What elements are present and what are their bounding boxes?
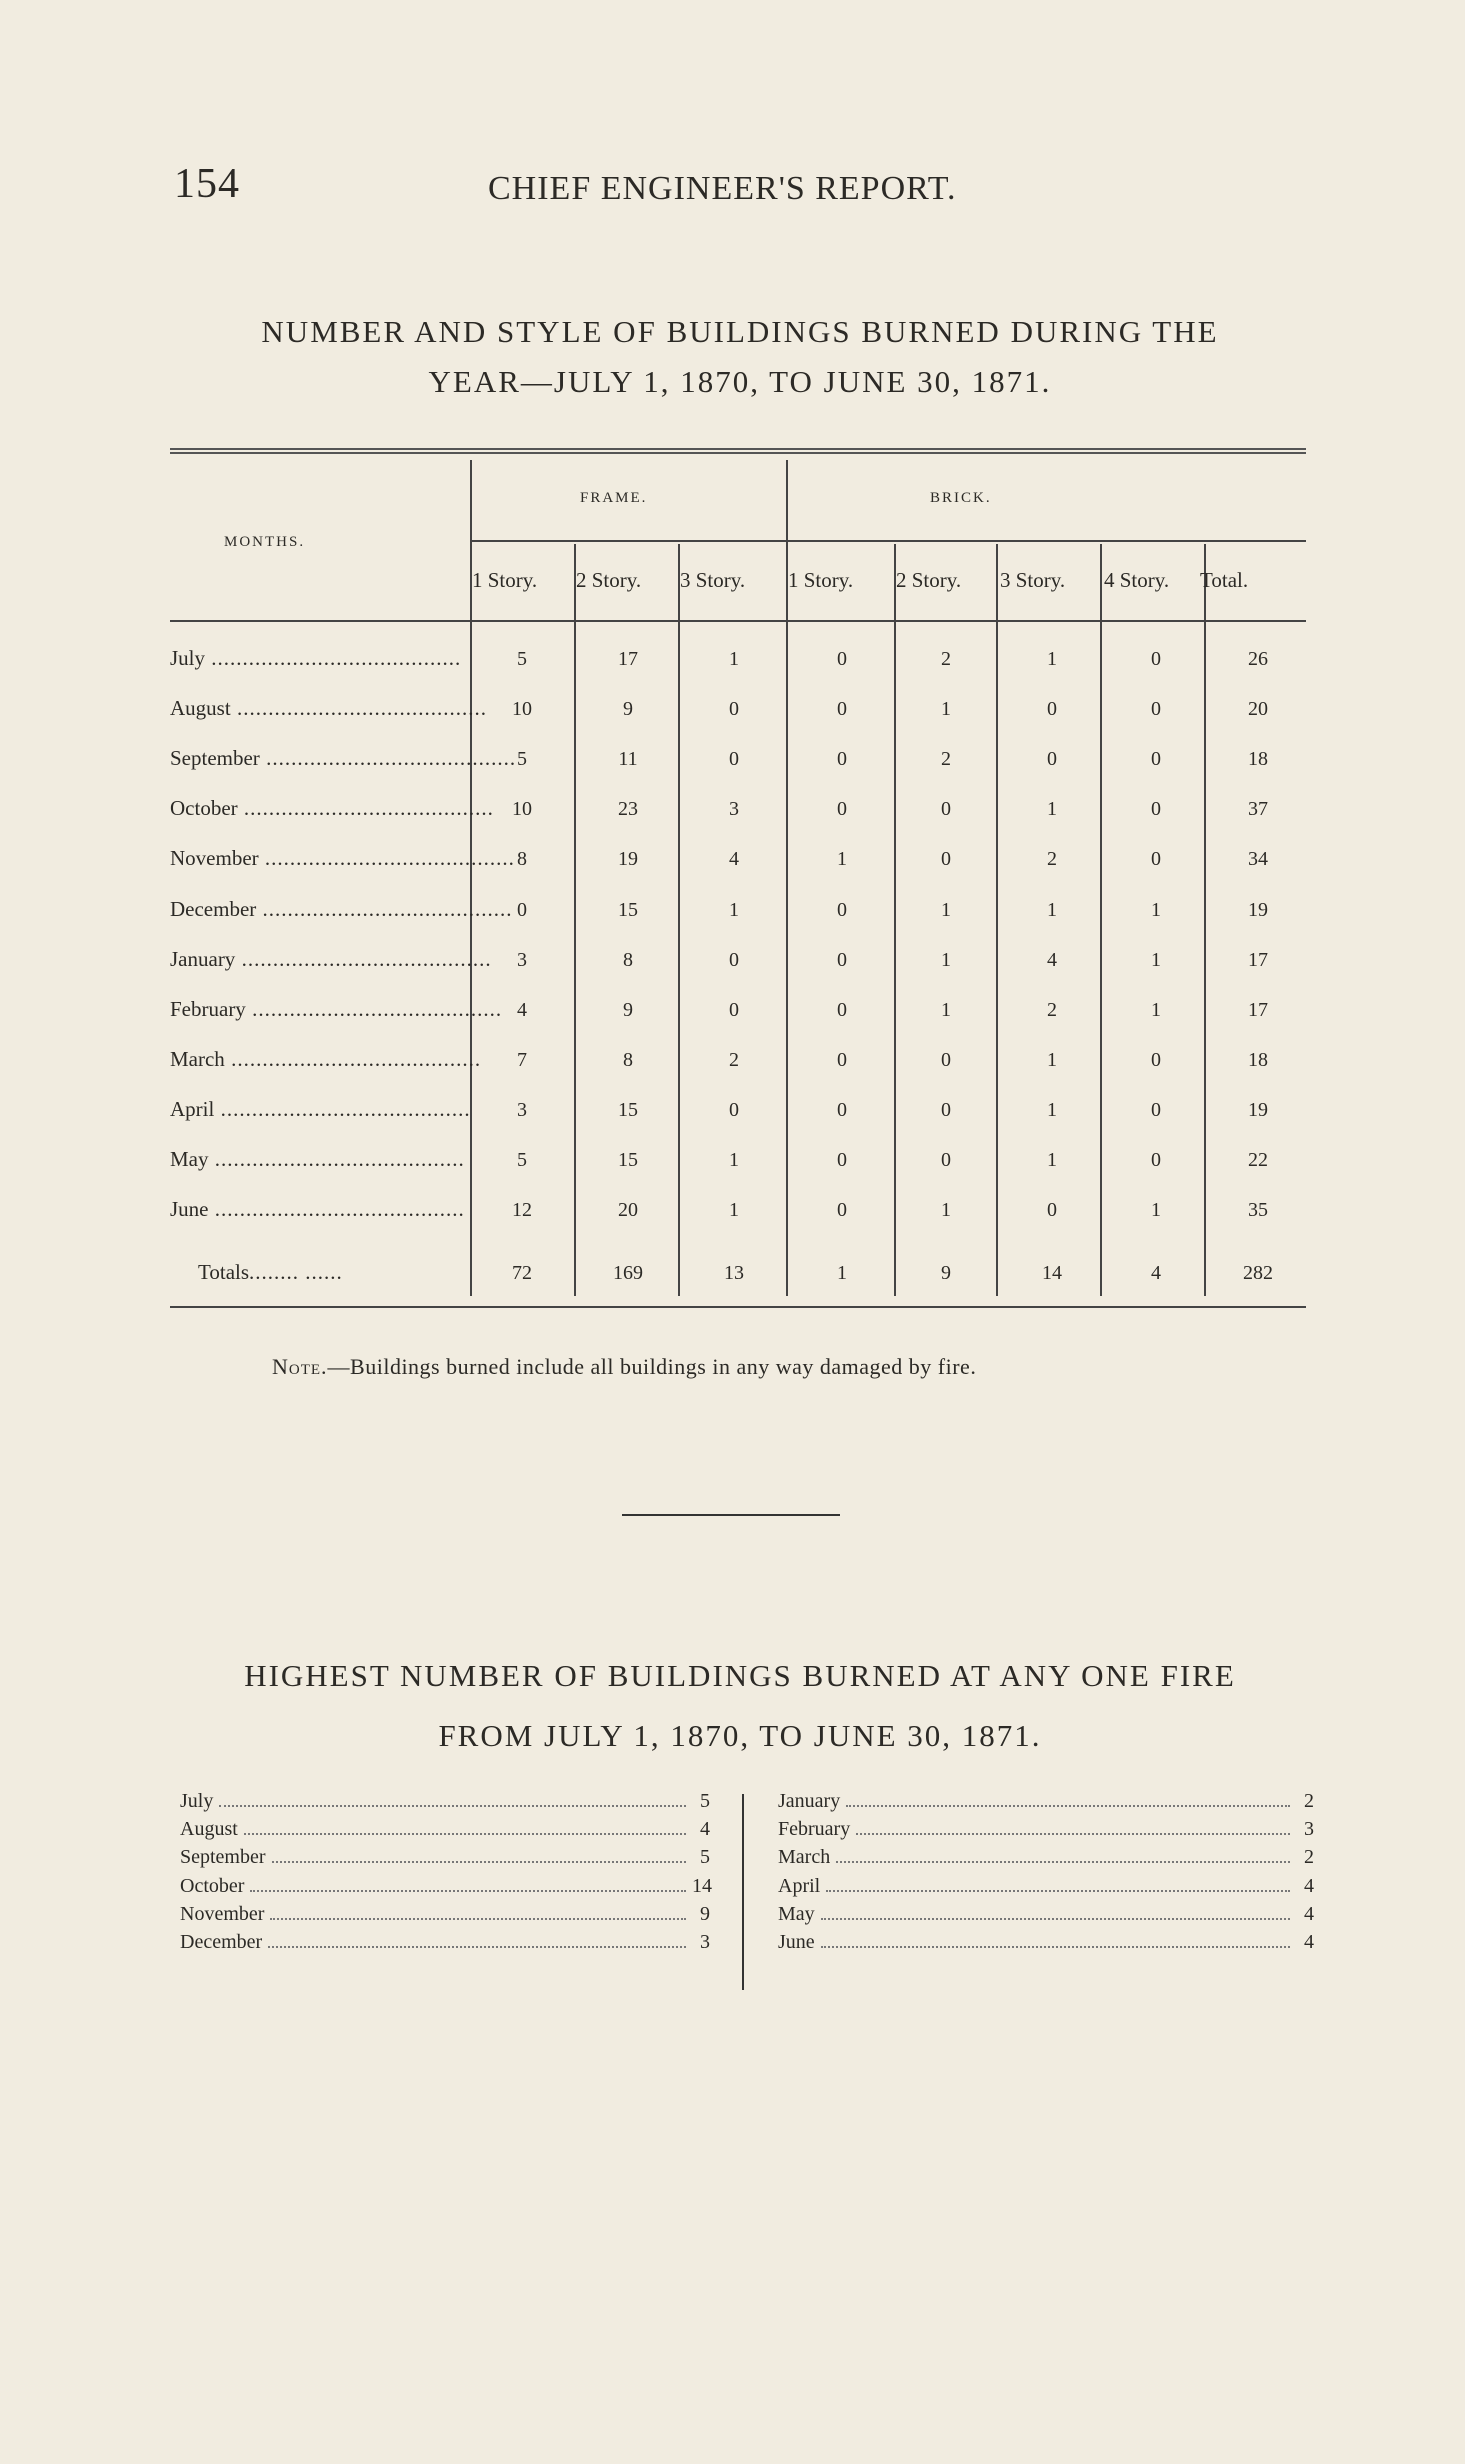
- list-item: [778, 1846, 1314, 1874]
- month-label: September ........................................: [170, 746, 517, 770]
- list-month: June: [778, 1930, 815, 1953]
- table-cell: 12: [512, 1199, 532, 1221]
- table-cell: 20: [618, 1199, 638, 1221]
- highest-fire-list-left: [180, 1790, 710, 1959]
- total-cell: 13: [724, 1262, 744, 1284]
- table-cell: 8: [517, 848, 527, 870]
- table-cell: 19: [618, 848, 638, 870]
- list-month: August: [180, 1818, 238, 1841]
- table-cell: 10: [512, 698, 532, 720]
- column-header: 4 Story.: [1104, 568, 1170, 592]
- header-rule: [170, 1306, 1306, 1308]
- table-cell: 0: [837, 899, 847, 921]
- table-cell: 26: [1248, 648, 1268, 670]
- list-value: 5: [700, 1790, 710, 1812]
- table-cell: 1: [941, 1199, 951, 1221]
- table-cell: 0: [837, 748, 847, 770]
- column-header: 1 Story.: [788, 568, 854, 592]
- table-cell: 3: [517, 1099, 527, 1121]
- list-item: [180, 1931, 710, 1959]
- dot-leader: [270, 1918, 686, 1920]
- note-prefix: Note.: [272, 1354, 328, 1379]
- list-value: 4: [700, 1818, 710, 1841]
- table-cell: 1: [1151, 999, 1161, 1021]
- table-cell: 0: [837, 1149, 847, 1171]
- list-month: January: [778, 1790, 841, 1812]
- table-cell: 35: [1248, 1199, 1268, 1221]
- list-item: [180, 1790, 710, 1818]
- list-item: [778, 1875, 1314, 1903]
- dot-leader: [836, 1861, 1290, 1863]
- table-cell: 0: [1151, 648, 1161, 670]
- table-cell: 0: [1151, 698, 1161, 720]
- column-rule: [1204, 544, 1206, 1296]
- months-header: MONTHS.: [224, 534, 306, 550]
- column-header: Total.: [1200, 568, 1249, 592]
- fire-list-separator: [742, 1794, 744, 1990]
- total-cell: 14: [1042, 1262, 1062, 1284]
- table-cell: 0: [837, 1199, 847, 1221]
- list-month: July: [180, 1790, 214, 1812]
- list-month: December: [180, 1930, 263, 1953]
- table-cell: 0: [729, 1099, 739, 1121]
- month-label: December ........................................: [170, 897, 513, 921]
- table-cell: 1: [941, 698, 951, 720]
- table-cell: 0: [1151, 1049, 1161, 1071]
- list-value: 14: [692, 1874, 712, 1897]
- table-cell: 0: [941, 1049, 951, 1071]
- month-label: May ........................................: [170, 1147, 465, 1171]
- table-cell: 0: [837, 1049, 847, 1071]
- list-item: [180, 1818, 710, 1846]
- list-value: 4: [1304, 1874, 1314, 1897]
- table-cell: 0: [729, 949, 739, 971]
- table-cell: 1: [1047, 1099, 1057, 1121]
- table-cell: 0: [1047, 748, 1057, 770]
- list-value: 4: [1304, 1930, 1314, 1953]
- table-cell: 0: [837, 648, 847, 670]
- table-cell: 0: [1151, 1149, 1161, 1171]
- month-label: February ........................................: [170, 997, 503, 1021]
- buildings-burned-table: [170, 448, 1306, 1306]
- table-cell: 34: [1248, 848, 1268, 870]
- list-value: 2: [1304, 1790, 1314, 1812]
- list-value: 2: [1304, 1846, 1314, 1869]
- table-cell: 4: [517, 999, 527, 1021]
- table-cell: 2: [1047, 999, 1057, 1021]
- table-cell: 1: [1151, 949, 1161, 971]
- table-cell: 3: [517, 949, 527, 971]
- list-value: 4: [1304, 1902, 1314, 1925]
- list-month: September: [180, 1846, 266, 1869]
- month-label: July ........................................: [170, 646, 462, 670]
- table-cell: 0: [941, 848, 951, 870]
- table-cell: 1: [941, 949, 951, 971]
- table1-title-line2: YEAR—JULY 1, 1870, TO JUNE 30, 1871.: [428, 364, 1052, 399]
- table-cell: 5: [517, 748, 527, 770]
- table-cell: 23: [618, 798, 638, 820]
- table-cell: 15: [618, 899, 638, 921]
- table-cell: 0: [1047, 698, 1057, 720]
- table-cell: 1: [1151, 899, 1161, 921]
- table-cell: 2: [729, 1049, 739, 1071]
- table-cell: 5: [517, 648, 527, 670]
- table-cell: 1: [1151, 1199, 1161, 1221]
- table-cell: 1: [729, 899, 739, 921]
- table-cell: 17: [1248, 999, 1268, 1021]
- table-cell: 2: [1047, 848, 1057, 870]
- table-cell: 22: [1248, 1149, 1268, 1171]
- table-cell: 0: [517, 899, 527, 921]
- list-value: 9: [700, 1902, 710, 1925]
- table-cell: 9: [623, 999, 633, 1021]
- table-cell: 17: [618, 648, 638, 670]
- frame-header: FRAME.: [580, 490, 648, 506]
- month-label: January ........................................: [170, 947, 492, 971]
- month-label: November ........................................: [170, 846, 515, 870]
- table-cell: 0: [1151, 748, 1161, 770]
- table-cell: 17: [1248, 949, 1268, 971]
- dot-leader: [826, 1890, 1290, 1892]
- column-header: 1 Story.: [472, 568, 538, 592]
- table-note: [272, 1354, 976, 1380]
- dot-leader: [856, 1833, 1290, 1835]
- header-rule: [470, 620, 1306, 622]
- table-cell: 11: [618, 748, 638, 770]
- column-rule: [996, 544, 998, 1296]
- table-cell: 1: [729, 1199, 739, 1221]
- dot-leader: [244, 1833, 686, 1835]
- list-month: May: [778, 1902, 815, 1925]
- highest-fire-list-right: [778, 1790, 1314, 1959]
- table-cell: 4: [1047, 949, 1057, 971]
- list-month: April: [778, 1874, 821, 1897]
- table-cell: 9: [623, 698, 633, 720]
- dot-leader: [268, 1946, 686, 1948]
- table-cell: 0: [1151, 1099, 1161, 1121]
- top-rule: [170, 448, 1306, 450]
- table-cell: 19: [1248, 899, 1268, 921]
- table-cell: 10: [512, 798, 532, 820]
- section-divider: [622, 1514, 840, 1516]
- month-label: March ........................................: [170, 1047, 482, 1071]
- table-cell: 3: [729, 798, 739, 820]
- list-item: [778, 1818, 1314, 1846]
- table-cell: 15: [618, 1149, 638, 1171]
- table-cell: 2: [941, 648, 951, 670]
- header-rule: [470, 540, 1306, 542]
- table-cell: 0: [837, 1099, 847, 1121]
- month-label: October ........................................: [170, 796, 494, 820]
- table-cell: 2: [941, 748, 951, 770]
- table-cell: 1: [1047, 1149, 1057, 1171]
- total-cell: 169: [613, 1262, 643, 1284]
- dot-leader: [219, 1805, 686, 1807]
- month-label: August ........................................: [170, 696, 487, 720]
- table-cell: 0: [837, 798, 847, 820]
- table-cell: 8: [623, 1049, 633, 1071]
- table-cell: 0: [941, 798, 951, 820]
- column-rule: [894, 544, 896, 1296]
- column-header: 2 Story.: [896, 568, 962, 592]
- table-cell: 0: [837, 698, 847, 720]
- table-cell: 1: [837, 848, 847, 870]
- list-item: [778, 1903, 1314, 1931]
- list-value: 3: [1304, 1818, 1314, 1841]
- month-label: April ........................................: [170, 1097, 471, 1121]
- table-cell: 18: [1248, 1049, 1268, 1071]
- table-cell: 0: [1151, 848, 1161, 870]
- column-rule: [678, 544, 680, 1296]
- dot-leader: [821, 1918, 1290, 1920]
- table-cell: 0: [729, 748, 739, 770]
- note-text: —Buildings burned include all buildings in any way damaged by fire.: [327, 1354, 977, 1379]
- dot-leader: [821, 1946, 1290, 1948]
- list-value: 3: [700, 1930, 710, 1953]
- table-cell: 0: [837, 999, 847, 1021]
- table-cell: 0: [729, 698, 739, 720]
- brick-header: BRICK.: [930, 490, 992, 506]
- list-month: October: [180, 1874, 245, 1897]
- column-rule: [1100, 544, 1102, 1296]
- table-cell: 0: [837, 949, 847, 971]
- total-cell: 1: [837, 1262, 847, 1284]
- column-header: 3 Story.: [680, 568, 746, 592]
- table-cell: 1: [729, 1149, 739, 1171]
- table-cell: 1: [941, 999, 951, 1021]
- dot-leader: [250, 1890, 686, 1892]
- month-label: June ........................................: [170, 1197, 465, 1221]
- table-cell: 0: [1151, 798, 1161, 820]
- table-cell: 1: [941, 899, 951, 921]
- table2-title-line1: HIGHEST NUMBER OF BUILDINGS BURNED AT ANY ONE FIRE: [244, 1658, 1236, 1693]
- table1-title-line1: NUMBER AND STYLE OF BUILDINGS BURNED DURING THE: [261, 314, 1219, 349]
- table2-title-line2: FROM JULY 1, 1870, TO JUNE 30, 1871.: [438, 1718, 1042, 1753]
- list-value: 5: [700, 1846, 710, 1869]
- header-rule: [170, 620, 470, 622]
- list-item: [778, 1931, 1314, 1959]
- table-cell: 1: [729, 648, 739, 670]
- table-cell: 18: [1248, 748, 1268, 770]
- page-number: 154: [174, 161, 240, 207]
- table-cell: 1: [1047, 798, 1057, 820]
- table-cell: 5: [517, 1149, 527, 1171]
- dot-leader: [846, 1805, 1290, 1807]
- column-rule: [574, 544, 576, 1296]
- total-cell: 9: [941, 1262, 951, 1284]
- table-cell: 20: [1248, 698, 1268, 720]
- total-cell: 4: [1151, 1262, 1161, 1284]
- table-cell: 37: [1248, 798, 1268, 820]
- table-cell: 19: [1248, 1099, 1268, 1121]
- running-head: CHIEF ENGINEER'S REPORT.: [488, 170, 957, 207]
- list-month: November: [180, 1902, 265, 1925]
- list-item: [180, 1903, 710, 1931]
- column-header: 2 Story.: [576, 568, 642, 592]
- table-cell: 1: [1047, 648, 1057, 670]
- list-item: [778, 1790, 1314, 1818]
- top-rule-inner: [170, 452, 1306, 454]
- total-cell: 72: [512, 1262, 532, 1284]
- total-cell: 282: [1243, 1262, 1273, 1284]
- table-cell: 7: [517, 1049, 527, 1071]
- dot-leader: [272, 1861, 686, 1863]
- list-item: [180, 1875, 710, 1903]
- table-cell: 0: [941, 1099, 951, 1121]
- totals-label: Totals........ ......: [198, 1260, 343, 1284]
- table-cell: 8: [623, 949, 633, 971]
- list-month: February: [778, 1818, 851, 1841]
- table-cell: 1: [1047, 1049, 1057, 1071]
- table-cell: 0: [1047, 1199, 1057, 1221]
- table-cell: 4: [729, 848, 739, 870]
- column-header: 3 Story.: [1000, 568, 1066, 592]
- table-cell: 0: [941, 1149, 951, 1171]
- table-cell: 15: [618, 1099, 638, 1121]
- table-cell: 0: [729, 999, 739, 1021]
- list-month: March: [778, 1846, 831, 1869]
- list-item: [180, 1846, 710, 1874]
- table-cell: 1: [1047, 899, 1057, 921]
